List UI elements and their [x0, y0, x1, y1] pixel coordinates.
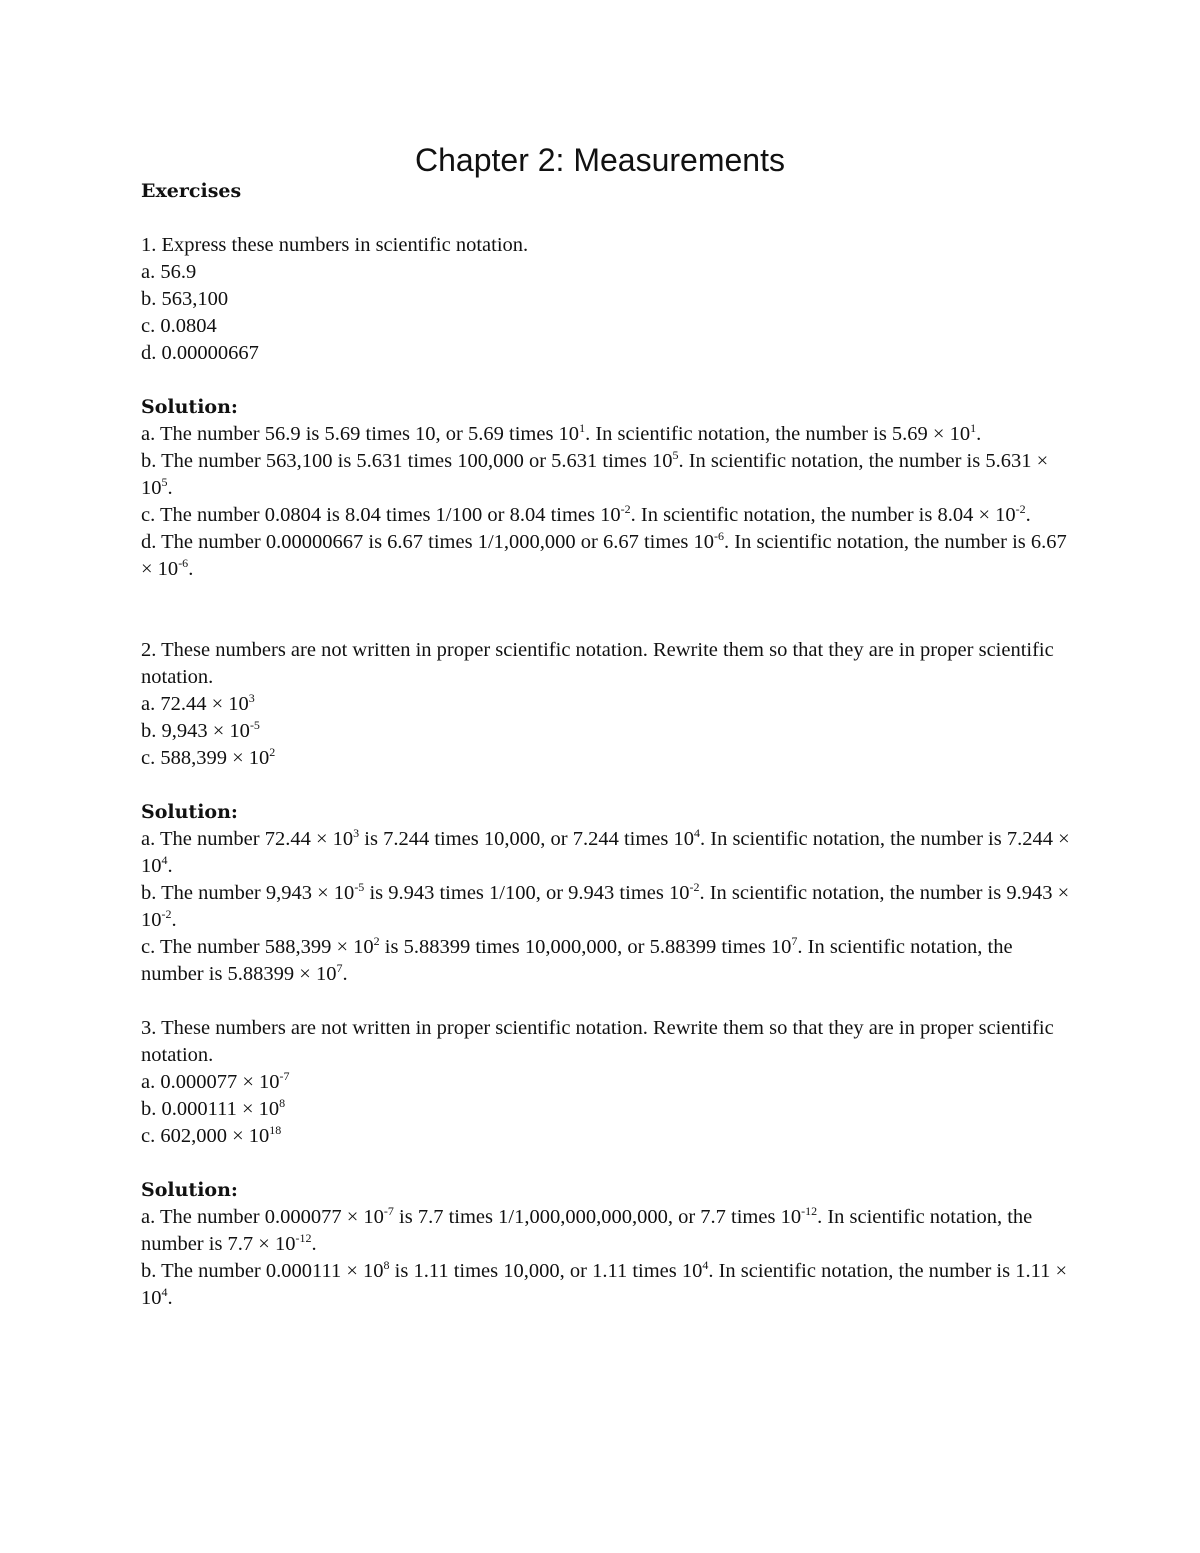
question-1-item-a: a. 56.9	[141, 261, 197, 283]
exponent: -7	[383, 1204, 394, 1218]
solution-text: .	[167, 477, 173, 499]
solution-text: a. The number 72.44 × 10	[141, 828, 354, 850]
exponent: 2	[269, 745, 276, 759]
solution-text: is 5.88399 times 10,000,000, or 5.88399 times 10	[379, 936, 792, 958]
solution-text: c. The number 0.0804 is 8.04 times 1/100 or 8.04 times 10	[141, 504, 621, 526]
solution-text: .	[342, 963, 348, 985]
exponent: 4	[161, 853, 168, 867]
exponent: -12	[295, 1231, 312, 1245]
exponent: 3	[248, 691, 255, 705]
solution-text: a. The number 0.000077 × 10	[141, 1206, 384, 1228]
question-2-prompt: 2. These numbers are not written in proper scientific notation. Rewrite them so that they are in proper scientific notation.	[141, 639, 1054, 688]
question-1-solution-b	[141, 448, 1071, 502]
exponent: 4	[702, 1258, 709, 1272]
solution-text: .	[188, 558, 194, 580]
exponent: 4	[694, 826, 700, 840]
solution-text: b. The number 9,943 × 10	[141, 882, 355, 904]
question-3-solution-a	[141, 1204, 1071, 1258]
question-1-item-c: c. 0.0804	[141, 315, 217, 337]
question-3-prompt: 3. These numbers are not written in proper scientific notation. Rewrite them so that they are in proper scientific notation.	[141, 1017, 1054, 1066]
solution-text: b. The number 563,100 is 5.631 times 100,000 or 5.631 times 10	[141, 450, 673, 472]
exponent: 7	[791, 934, 798, 948]
question-2-item-a	[141, 691, 1071, 718]
solution-text: . In scientific notation, the number is 5.88399 × 10	[141, 936, 1013, 985]
item-text: c. 588,399 × 10	[141, 747, 270, 769]
question-3-solution	[141, 1177, 1071, 1312]
solution-text: is 1.11 times 10,000, or 1.11 times 10	[389, 1260, 703, 1282]
solution-text: .	[167, 855, 173, 877]
question-1-solution-a	[141, 421, 1071, 448]
question-2-solution-b	[141, 880, 1071, 934]
exponent: -5	[249, 718, 260, 732]
solution-text: b. The number 0.000111 × 10	[141, 1260, 384, 1282]
exponent: 1	[579, 421, 586, 435]
exponent: 5	[672, 448, 679, 462]
solution-label: Solution:	[141, 396, 238, 418]
exponent: 4	[161, 1285, 168, 1299]
exponent: -6	[178, 556, 189, 570]
solution-text: .	[311, 1233, 317, 1255]
solution-label: Solution:	[141, 1179, 238, 1201]
solution-text: .	[976, 423, 982, 445]
solution-text: . In scientific notation, the number is 7.244 × 10	[141, 828, 1070, 877]
exponent: 8	[383, 1258, 390, 1272]
question-2-solution	[141, 799, 1071, 988]
solution-text: d. The number 0.00000667 is 6.67 times 1/1,000,000 or 6.67 times 10	[141, 531, 715, 553]
question-3-solution-b	[141, 1258, 1071, 1312]
exponent: 5	[161, 475, 168, 489]
question-3	[141, 1015, 1071, 1150]
item-text: c. 602,000 × 10	[141, 1125, 270, 1147]
question-1-item-d: d. 0.00000667	[141, 342, 259, 364]
exponent: 3	[353, 826, 360, 840]
question-1-solution-c	[141, 502, 1071, 529]
solution-text: . In scientific notation, the number is 6.67 × 10	[141, 531, 1067, 580]
page-title: Chapter 2: Measurements	[415, 142, 785, 178]
question-2-solution-c	[141, 934, 1071, 988]
solution-text: . In scientific notation, the number is 7.7 × 10	[141, 1206, 1033, 1255]
document-body	[141, 178, 1071, 1312]
solution-text: is 7.7 times 1/1,000,000,000,000, or 7.7 times 10	[393, 1206, 802, 1228]
exponent: 2	[373, 934, 380, 948]
exponent: -2	[161, 907, 172, 921]
solution-text: a. The number 56.9 is 5.69 times 10, or 5.69 times 10	[141, 423, 580, 445]
exponent: -2	[689, 880, 700, 894]
solution-text: .	[167, 1287, 173, 1309]
solution-text: .	[171, 909, 177, 931]
question-2	[141, 637, 1071, 772]
exponent: -6	[714, 529, 725, 543]
item-text: b. 0.000111 × 10	[141, 1098, 280, 1120]
solution-text: . In scientific notation, the number is 8.04 × 10	[630, 504, 1016, 526]
item-text: b. 9,943 × 10	[141, 720, 250, 742]
question-3-item-c	[141, 1123, 1071, 1150]
question-2-item-c	[141, 745, 1071, 772]
question-3-item-b	[141, 1096, 1071, 1123]
solution-text: .	[1025, 504, 1031, 526]
solution-label: Solution:	[141, 801, 238, 823]
question-3-item-a	[141, 1069, 1071, 1096]
exponent: -7	[279, 1069, 290, 1083]
exponent: -2	[620, 502, 631, 516]
exponent: 18	[269, 1123, 282, 1137]
solution-text: . In scientific notation, the number is 1.11 × 10	[141, 1260, 1068, 1309]
exponent: 1	[970, 421, 977, 435]
section-heading-exercises: Exercises	[141, 180, 242, 202]
question-1	[141, 232, 1071, 367]
question-2-solution-a	[141, 826, 1071, 880]
exponent: -12	[801, 1204, 818, 1218]
question-2-item-b	[141, 718, 1071, 745]
question-1-solution	[141, 394, 1071, 583]
solution-text: . In scientific notation, the number is 9.943 × 10	[141, 882, 1070, 931]
question-1-prompt: 1. Express these numbers in scientific notation.	[141, 234, 529, 256]
exponent: -5	[354, 880, 365, 894]
solution-text: c. The number 588,399 × 10	[141, 936, 374, 958]
exponent: -2	[1015, 502, 1026, 516]
exponent: 7	[336, 961, 343, 975]
item-text: a. 72.44 × 10	[141, 693, 249, 715]
solution-text: is 7.244 times 10,000, or 7.244 times 10	[359, 828, 694, 850]
solution-text: is 9.943 times 1/100, or 9.943 times 10	[364, 882, 690, 904]
question-1-item-b: b. 563,100	[141, 288, 229, 310]
item-text: a. 0.000077 × 10	[141, 1071, 280, 1093]
exponent: 8	[279, 1096, 286, 1110]
solution-text: . In scientific notation, the number is 5.631 × 10	[141, 450, 1049, 499]
solution-text: . In scientific notation, the number is 5.69 × 10	[585, 423, 971, 445]
question-1-solution-d	[141, 529, 1071, 583]
